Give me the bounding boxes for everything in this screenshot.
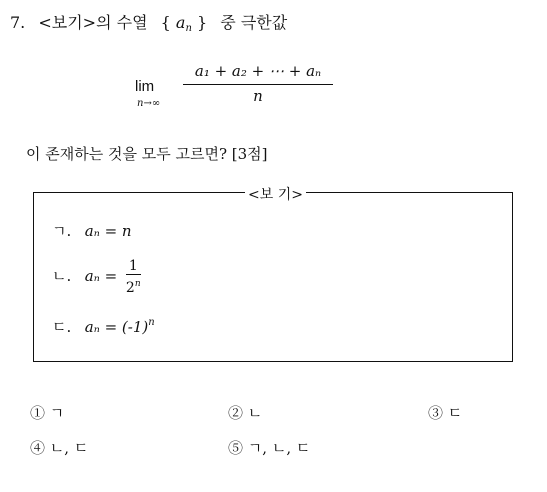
choice-5[interactable]	[228, 437, 310, 458]
fraction-denominator: n	[253, 87, 263, 105]
example-item-fraction	[126, 258, 141, 296]
question-header	[10, 10, 287, 34]
example-item-expression: aₙ = n	[84, 222, 132, 240]
question-number: 7.	[10, 13, 26, 32]
fraction-top: 1	[128, 258, 138, 274]
choice-text: ㄴ	[247, 404, 263, 422]
example-item-label: ㄷ.	[52, 318, 72, 336]
sequence-notation: { $a_n$ }	[160, 13, 208, 34]
choice-text: ㄴ, ㄷ	[49, 439, 89, 457]
choice-mark: ②	[228, 404, 244, 422]
choice-2[interactable]	[228, 402, 262, 423]
example-item-expression: aₙ =	[84, 267, 118, 285]
choice-4[interactable]	[30, 437, 88, 458]
question-prefix: <보기>의 수열	[38, 13, 148, 32]
choice-mark: ③	[428, 404, 444, 422]
question-prompt: 이 존재하는 것을 모두 고르면? [3점]	[26, 145, 268, 163]
fraction-bar	[183, 84, 333, 85]
choice-mark: ①	[30, 404, 46, 422]
lim-subscript: n→∞	[137, 98, 161, 109]
choice-text: ㄷ	[447, 404, 463, 422]
example-item-1	[52, 220, 132, 241]
example-box-title: <보 기>	[245, 184, 306, 204]
fraction-bottom: 2$^n$	[126, 274, 141, 296]
example-item-label: ㄱ.	[52, 222, 72, 240]
lim-word: lim	[135, 78, 155, 95]
example-item-label: ㄴ.	[52, 267, 72, 285]
choice-mark: ④	[30, 439, 46, 457]
fraction-numerator: a₁ + a₂ + ⋯ + aₙ	[194, 62, 322, 80]
choice-text: ㄱ	[49, 404, 65, 422]
choice-1[interactable]	[30, 402, 64, 423]
example-item-exponent: n	[148, 317, 155, 328]
example-item-2	[52, 258, 141, 296]
example-item-3	[52, 316, 155, 337]
example-item-expression: aₙ = (-1)	[84, 318, 149, 336]
choice-text: ㄱ, ㄴ, ㄷ	[247, 439, 311, 457]
question-suffix: 중 극한값	[220, 13, 288, 32]
limit-fraction	[183, 62, 333, 105]
choice-mark: ⑤	[228, 439, 244, 457]
choice-3[interactable]	[428, 402, 462, 423]
